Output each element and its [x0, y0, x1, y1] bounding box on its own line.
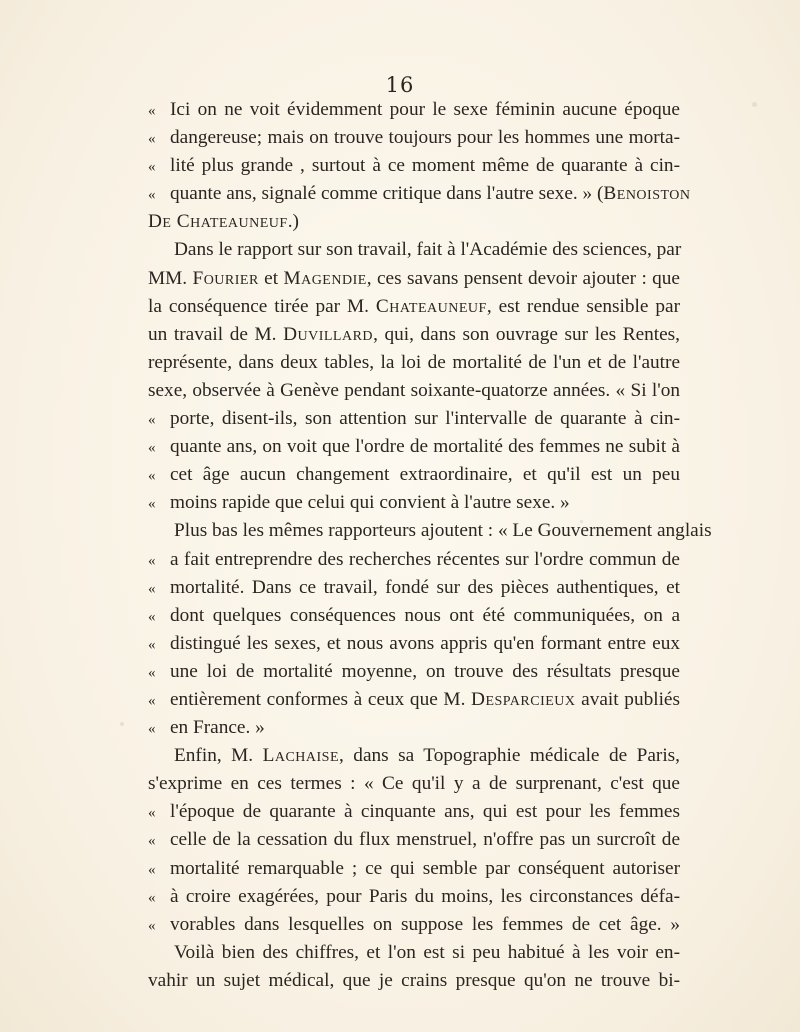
line-text: distingué les sexes, et nous avons appris qu'en formant entre eux	[170, 632, 680, 654]
text-line	[148, 855, 680, 883]
text-line	[148, 686, 680, 714]
author-name: Desparcieux	[471, 688, 576, 710]
quote-mark: «	[148, 664, 156, 681]
line-text: dont quelques conséquences nous ont été communiquées, on a	[170, 604, 680, 626]
line-text: à croire exagérées, pour Paris du moins, les circonstances défa-	[170, 885, 680, 907]
line-text: une loi de mortalité moyenne, on trouve des résultats presque	[170, 660, 680, 682]
page-number: 16	[385, 73, 415, 97]
text-line	[148, 96, 680, 124]
line-text: quante ans, signalé comme critique dans l'autre sexe. » (Benoiston	[170, 183, 691, 205]
text-line	[148, 658, 680, 686]
text-line	[148, 826, 680, 854]
line-text: Dans le rapport sur son travail, fait à l'Académie des sciences, par	[174, 239, 682, 261]
text-line	[148, 602, 680, 630]
author-name: Fourier	[192, 267, 259, 289]
line-text: s'exprime en ces termes : « Ce qu'il y a de surprenant, c'est que	[148, 773, 680, 795]
text-line	[148, 349, 680, 377]
quote-mark: «	[148, 468, 156, 485]
line-text: mortalité. Dans ce travail, fondé sur des pièces authentiques, et	[170, 576, 680, 598]
quote-mark: «	[148, 917, 156, 934]
author-name: Magendie	[283, 267, 367, 289]
line-text: lité plus grande , surtout à ce moment même de quarante à cin-	[170, 155, 680, 177]
line-text: quante ans, on voit que l'ordre de mortalité des femmes ne subit à	[170, 436, 680, 458]
line-text: MM. Fourier et Magendie, ces savans pensent devoir ajouter : que	[148, 267, 680, 289]
quote-mark: «	[148, 440, 156, 457]
quote-mark: «	[148, 187, 156, 204]
text-line	[148, 939, 680, 967]
line-text: celle de la cessation du flux menstruel, n'offre pas un surcroît de	[170, 829, 680, 851]
quote-mark: «	[148, 889, 156, 906]
text-line	[148, 236, 680, 264]
author-name: Lachaise	[262, 745, 340, 767]
quote-mark: «	[148, 412, 156, 429]
text-line	[148, 208, 680, 236]
line-text: mortalité remarquable ; ce qui semble par conséquent autoriser	[170, 857, 680, 879]
author-name: De Chateauneuf	[148, 211, 288, 233]
text-line	[148, 742, 680, 770]
quote-mark: «	[148, 721, 156, 738]
line-text: vorables dans lesquelles on suppose les femmes de cet âge. »	[170, 913, 680, 935]
line-text: a fait entreprendre des recherches récentes sur l'ordre commun de	[170, 548, 680, 570]
text-line	[148, 630, 680, 658]
text-line	[148, 967, 680, 995]
text-line	[148, 433, 680, 461]
author-name: Benoiston	[603, 183, 691, 205]
quote-mark: «	[148, 159, 156, 176]
line-text: Enfin, M. Lachaise, dans sa Topographie médicale de Paris,	[174, 745, 681, 767]
paper-stain	[120, 722, 124, 726]
line-text: vahir un sujet médical, que je crains presque qu'on ne trouve bi-	[148, 969, 680, 991]
text-line	[148, 461, 680, 489]
text-line	[148, 180, 691, 208]
text-line	[148, 546, 680, 574]
line-text: dangereuse; mais on trouve toujours pour les hommes une morta-	[170, 127, 680, 149]
text-line	[148, 883, 680, 911]
body-text	[148, 96, 712, 995]
quote-mark: «	[148, 608, 156, 625]
line-text: cet âge aucun changement extraordinaire, et qu'il est un peu	[170, 464, 680, 486]
text-line	[148, 770, 680, 798]
line-text: un travail de M. Duvillard, qui, dans son ouvrage sur les Rentes,	[148, 323, 681, 345]
line-text: Plus bas les mêmes rapporteurs ajoutent : « Le Gouvernement anglais	[174, 520, 712, 542]
line-text: moins rapide que celui qui convient à l'autre sexe. »	[170, 492, 570, 514]
text-line	[148, 911, 680, 939]
line-text: porte, disent-ils, son attention sur l'intervalle de quarante à cin-	[170, 408, 680, 430]
text-line	[148, 124, 680, 152]
text-line	[148, 265, 680, 293]
text-line	[148, 798, 680, 826]
text-line	[148, 321, 680, 349]
text-line	[148, 405, 680, 433]
quote-mark: «	[148, 552, 156, 569]
line-text: sexe, observée à Genève pendant soixante-quatorze années. « Si l'on	[148, 379, 680, 401]
line-text: De Chateauneuf.)	[148, 211, 299, 233]
line-text: entièrement conformes à ceux que M. Desparcieux avait publiés	[170, 688, 680, 710]
quote-mark: «	[148, 636, 156, 653]
text-line	[148, 574, 680, 602]
line-text: l'époque de quarante à cinquante ans, qui est pour les femmes	[170, 801, 680, 823]
line-text: en France. »	[170, 717, 265, 739]
quote-mark: «	[148, 103, 156, 119]
quote-mark: «	[148, 833, 156, 850]
line-text: Ici on ne voit évidemment pour le sexe féminin aucune époque	[170, 99, 680, 120]
quote-mark: «	[148, 131, 156, 148]
quote-mark: «	[148, 692, 156, 709]
line-text: la conséquence tirée par M. Chateauneuf, est rendue sensible par	[148, 295, 680, 317]
line-text: Voilà bien des chiffres, et l'on est si peu habitué à les voir en-	[174, 941, 680, 963]
quote-mark: «	[148, 496, 156, 513]
quote-mark: «	[148, 580, 156, 597]
text-line	[148, 293, 680, 321]
author-name: Chateauneuf	[375, 295, 487, 317]
text-line	[148, 377, 680, 405]
text-line	[148, 714, 680, 742]
quote-mark: «	[148, 861, 156, 878]
text-line	[148, 152, 680, 180]
author-name: Duvillard	[283, 323, 374, 345]
paper-stain	[752, 102, 757, 107]
quote-mark: «	[148, 805, 156, 822]
text-line	[148, 517, 712, 545]
line-text: représente, dans deux tables, la loi de mortalité de l'un et de l'autre	[148, 351, 680, 373]
text-line	[148, 489, 680, 517]
